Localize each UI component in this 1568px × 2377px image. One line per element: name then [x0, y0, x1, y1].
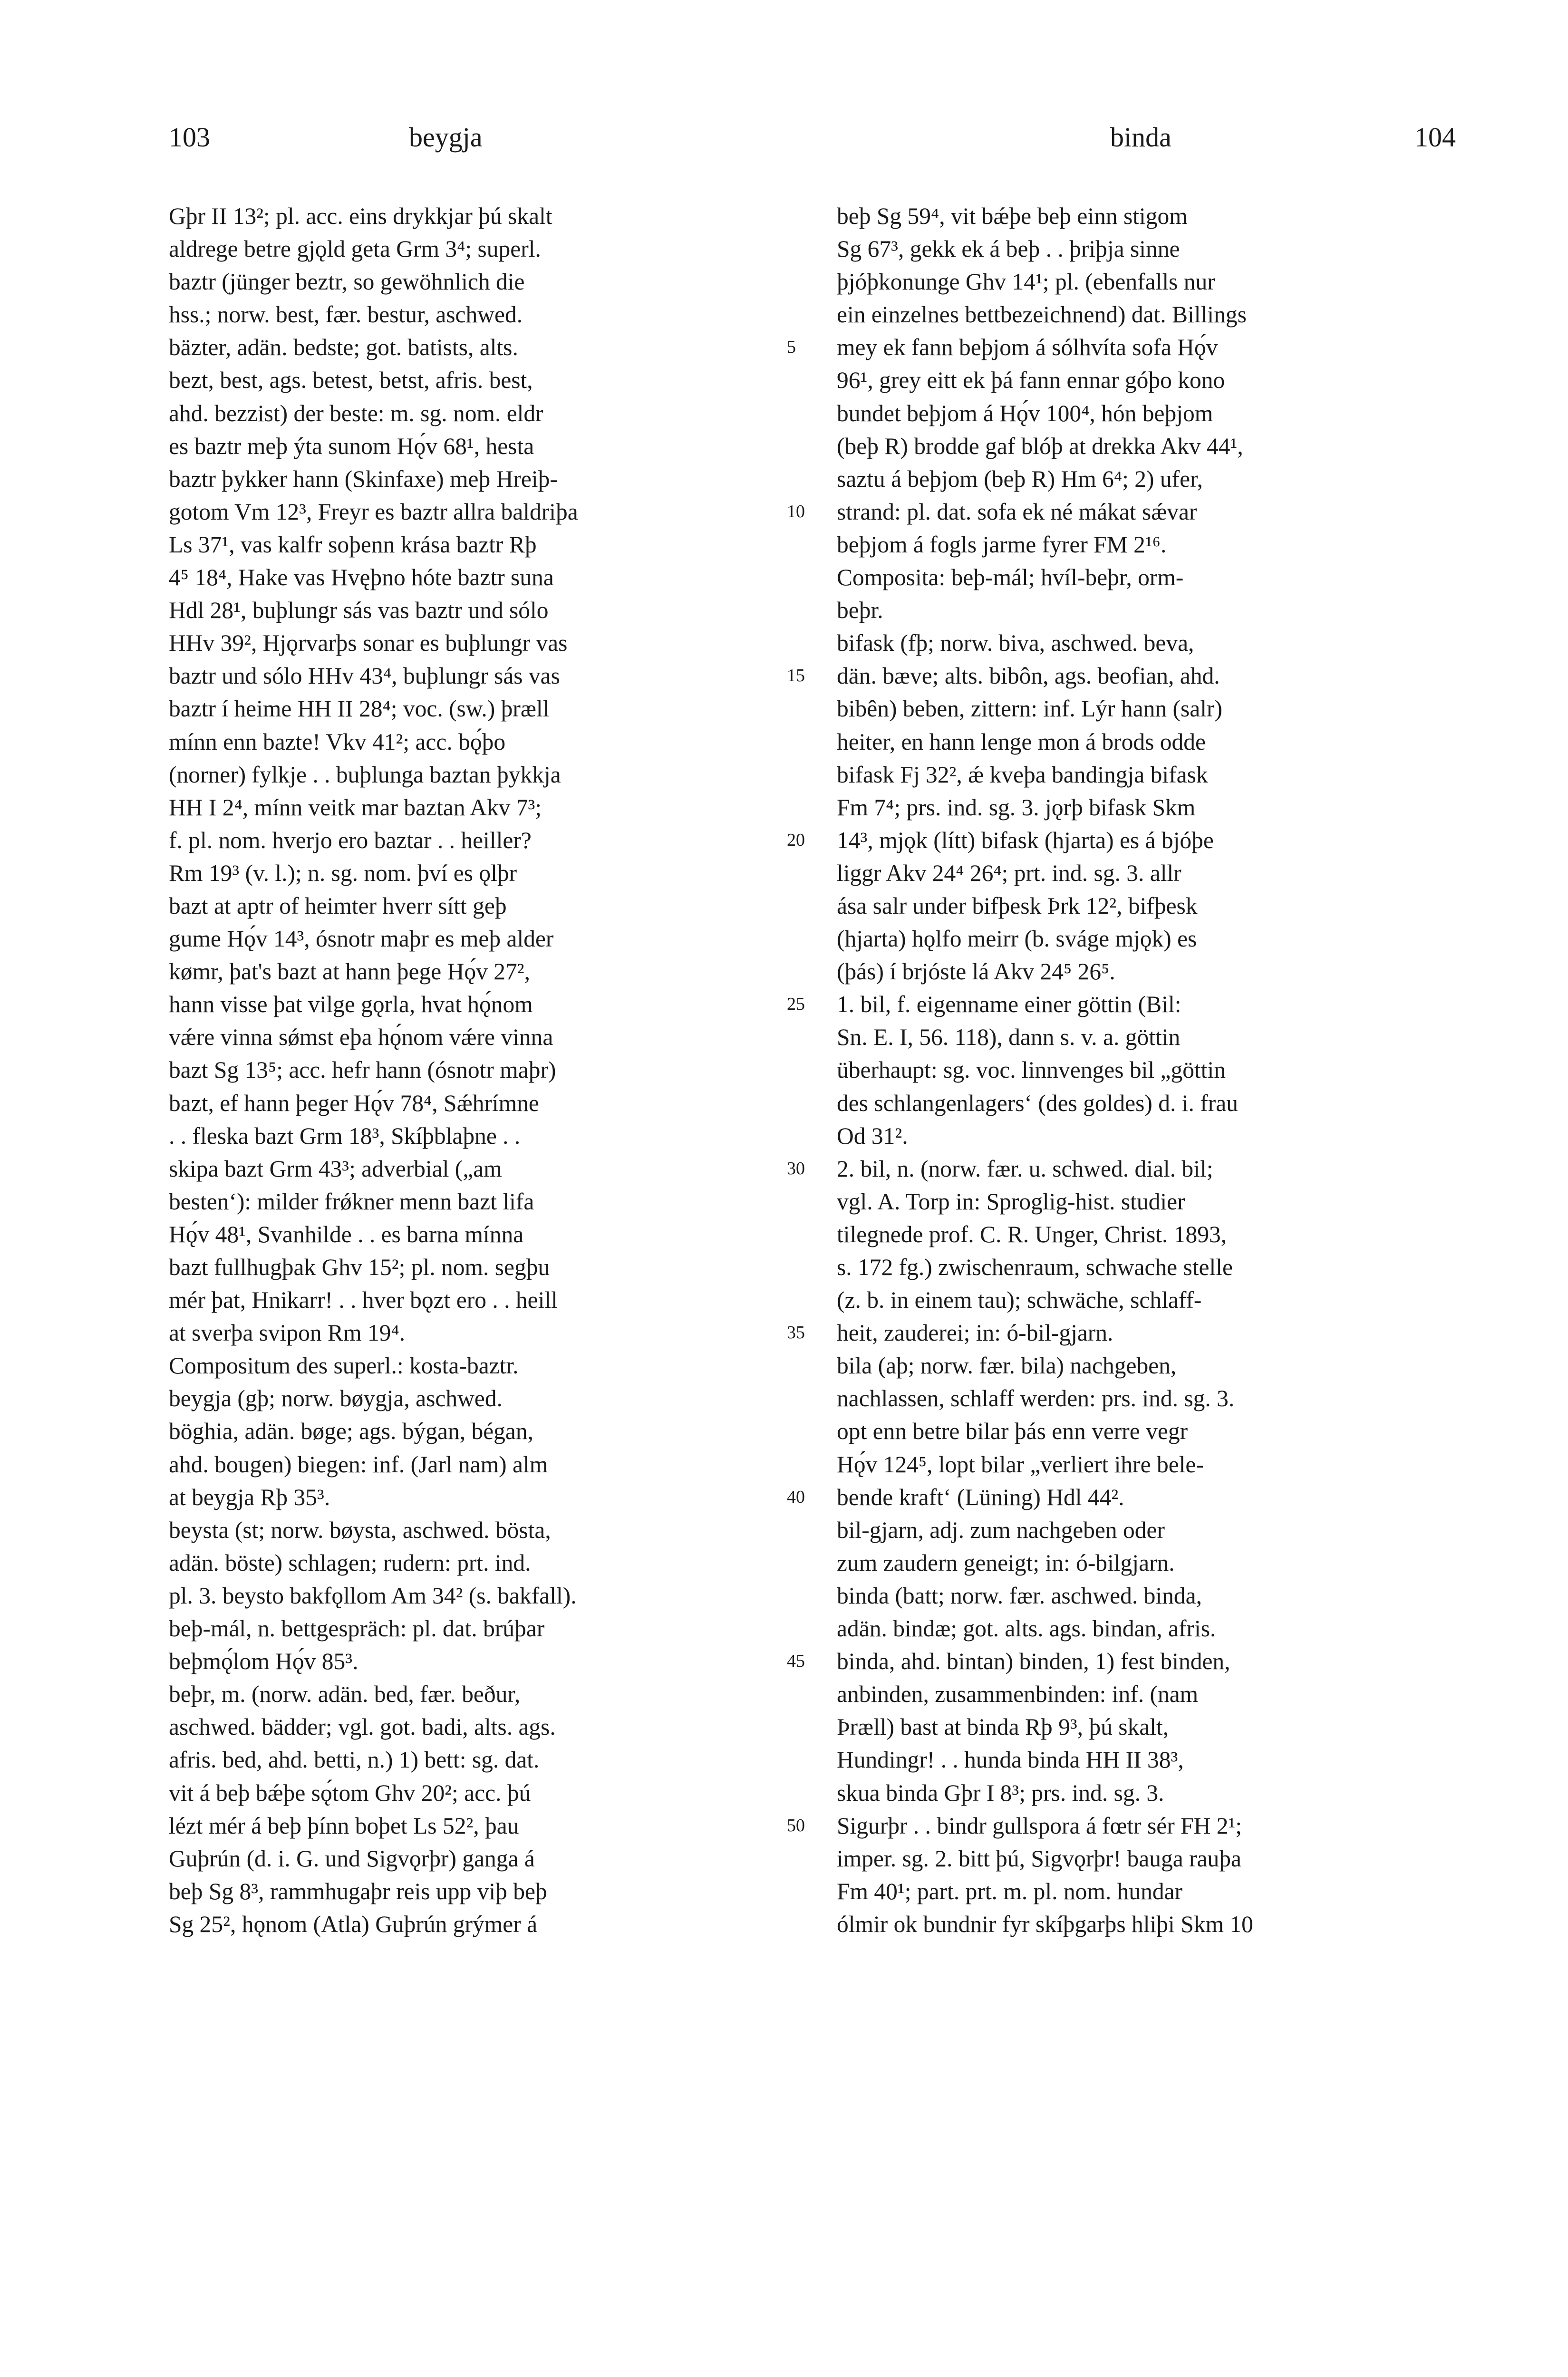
text-line: bazt fullhugþak Ghv 15²; pl. nom. segþu — [169, 1254, 550, 1280]
running-header — [0, 121, 1568, 159]
text-line: adän. böste) schlagen; rudern: prt. ind. — [169, 1549, 531, 1576]
text-line: beygja (gþ; norw. bøygja, aschwed. — [169, 1385, 503, 1412]
text-line: bazt, ef hann þeger Hǫ́v 78⁴, Sǽhrímne — [169, 1090, 539, 1116]
text-line: nachlassen, schlaff werden: prs. ind. sg. 3. — [837, 1385, 1235, 1412]
text-line: 4⁵ 18⁴, Hake vas Hvęþno hóte baztr suna — [169, 564, 554, 591]
text-line: beþjom á fogls jarme fyrer FM 2¹⁶. — [837, 531, 1167, 558]
text-line: mér þat, Hnikarr! . . hver bǫzt ero . . heill — [169, 1287, 558, 1314]
text-line: lézt mér á beþ þínn boþet Ls 52², þau — [169, 1812, 519, 1839]
text-line: at sverþa svipon Rm 19⁴. — [169, 1320, 406, 1346]
text-line: ein einzelnes bettbezeichnend) dat. Billings — [837, 301, 1247, 328]
text-line: kømr, þat's bazt at hann þege Hǫ́v 27², — [169, 958, 530, 985]
text-line: þjóþkonunge Ghv 14¹; pl. (ebenfalls nur — [837, 269, 1215, 295]
text-line: bil-gjarn, adj. zum nachgeben oder — [837, 1517, 1165, 1543]
page-number-right: 104 — [1414, 122, 1456, 153]
text-line: anbinden, zusammenbinden: inf. (nam — [837, 1681, 1199, 1708]
text-line: 96¹, grey eitt ek þá fann ennar góþo kono — [837, 367, 1225, 394]
text-line: beþr. — [837, 597, 883, 624]
text-line: imper. sg. 2. bitt þú, Sigvǫrþr! bauga rauþa — [837, 1845, 1241, 1872]
text-line: baztr und sólo HHv 43⁴, buþlungr sás vas — [169, 663, 560, 689]
running-head-left: beygja — [409, 122, 483, 153]
text-line: besten‘): milder frǿkner menn bazt lifa — [169, 1188, 534, 1215]
text-line: f. pl. nom. hverjo ero baztar . . heiller? — [169, 827, 532, 853]
text-line: überhaupt: sg. voc. linnvenges bil „göttin — [837, 1057, 1226, 1083]
text-line: saztu á beþjom (beþ R) Hm 6⁴; 2) ufer, — [837, 465, 1203, 492]
text-line: ása salr under bifþesk Þrk 12², bifþesk — [837, 892, 1198, 919]
text-line: at beygja Rþ 35³. — [169, 1484, 330, 1510]
text-line: beþ Sg 8³, rammhugaþr reis upp viþ beþ — [169, 1878, 547, 1904]
text-line: bifask Fj 32², ǽ kveþa bandingja bifask — [837, 761, 1208, 788]
text-line: pl. 3. beysto bakfǫllom Am 34² (s. bakfall). — [169, 1582, 577, 1609]
text-line: vgl. A. Torp in: Sproglig-hist. studier — [837, 1188, 1185, 1215]
text-line: strand: pl. dat. sofa ek né mákat sǽvar — [837, 498, 1197, 525]
text-line: böghia, adän. bøge; ags. býgan, bégan, — [169, 1418, 534, 1445]
text-line: Hǫ́v 124⁵, lopt bilar „verliert ihre bele- — [837, 1451, 1204, 1478]
text-line: tilegnede prof. C. R. Unger, Christ. 1893, — [837, 1221, 1227, 1247]
text-line: mey ek fann beþjom á sólhvíta sofa Hǫ́v — [837, 334, 1218, 361]
line-number: 25 — [787, 994, 805, 1015]
line-number: 20 — [787, 830, 805, 850]
text-line: hann visse þat vilge gǫrla, hvat hǫ́nom — [169, 991, 533, 1018]
text-line: aldrege betre gjǫld geta Grm 3⁴; superl. — [169, 236, 541, 262]
text-line: es baztr meþ ýta sunom Hǫ́v 68¹, hesta — [169, 433, 534, 459]
text-line: Sg 67³, gekk ek á beþ . . þriþja sinne — [837, 236, 1180, 262]
text-line: bäzter, adän. bedste; got. batists, alts. — [169, 334, 518, 361]
line-number: 30 — [787, 1158, 805, 1179]
text-line: beþ-mál, n. bettgespräch: pl. dat. brúþar — [169, 1615, 545, 1642]
text-line: opt enn betre bilar þás enn verre vegr — [837, 1418, 1188, 1445]
text-line: aschwed. bädder; vgl. got. badi, alts. ags. — [169, 1714, 556, 1740]
text-line: Ls 37¹, vas kalfr soþenn krása baztr Rþ — [169, 531, 537, 558]
text-line: skua binda Gþr I 8³; prs. ind. sg. 3. — [837, 1779, 1164, 1806]
text-line: ólmir ok bundnir fyr skíþgarþs hliþi Skm 10 — [837, 1911, 1253, 1937]
text-line: Fm 40¹; part. prt. m. pl. nom. hundar — [837, 1878, 1183, 1904]
text-line: Sn. E. I, 56. 118), dann s. v. a. göttin — [837, 1024, 1181, 1051]
right-column — [837, 200, 1498, 1941]
running-head-right: binda — [1110, 122, 1171, 153]
text-line: (norner) fylkje . . buþlunga baztan þykkja — [169, 761, 561, 788]
line-number: 5 — [787, 337, 796, 358]
text-line: Sigurþr . . bindr gullspora á fœtr sér FH 2¹; — [837, 1812, 1242, 1839]
text-line: baztr (jünger beztr, so gewöhnlich die — [169, 269, 525, 295]
text-line: (þás) í brjóste lá Akv 24⁵ 26⁵. — [837, 958, 1115, 985]
text-line: heit, zauderei; in: ó-bil-gjarn. — [837, 1320, 1113, 1346]
text-line: bezt, best, ags. betest, betst, afris. best, — [169, 367, 533, 394]
text-line: s. 172 fg.) zwischenraum, schwache stelle — [837, 1254, 1233, 1280]
text-line: Fm 7⁴; prs. ind. sg. 3. jǫrþ bifask Skm — [837, 794, 1196, 821]
text-line: beþr, m. (norw. adän. bed, fær. beður, — [169, 1681, 521, 1708]
text-line: beþ Sg 59⁴, vit bǽþe beþ einn stigom — [837, 203, 1188, 229]
text-line: baztr í heime HH II 28⁴; voc. (sw.) þræll — [169, 696, 550, 722]
line-number: 10 — [787, 501, 805, 522]
text-line: mínn enn bazte! Vkv 41²; acc. bǫ́þo — [169, 728, 506, 755]
text-line: Gþr II 13²; pl. acc. eins drykkjar þú skalt — [169, 203, 552, 229]
text-line: Hundingr! . . hunda binda HH II 38³, — [837, 1747, 1184, 1773]
text-line: Hǫ́v 48¹, Svanhilde . . es barna mínna — [169, 1221, 524, 1247]
text-line: Od 31². — [837, 1122, 908, 1149]
text-line: Hdl 28¹, buþlungr sás vas baztr und sólo — [169, 597, 549, 624]
text-line: afris. bed, ahd. betti, n.) 1) bett: sg. dat. — [169, 1747, 540, 1773]
text-line: skipa bazt Grm 43³; adverbial („am — [169, 1155, 502, 1182]
text-line: Composita: beþ-mál; hvíl-beþr, orm- — [837, 564, 1184, 591]
text-line: binda (batt; norw. fær. aschwed. binda, — [837, 1582, 1202, 1609]
text-line: HHv 39², Hjǫrvarþs sonar es buþlungr vas — [169, 630, 568, 657]
text-line: hss.; norw. best, fær. bestur, aschwed. — [169, 301, 523, 328]
text-line: bundet beþjom á Hǫ́v 100⁴, hón beþjom — [837, 400, 1213, 426]
text-line: zum zaudern geneigt; in: ó-bilgjarn. — [837, 1549, 1175, 1576]
text-line: bazt at aptr of heimter hverr sítt geþ — [169, 892, 507, 919]
text-line: liggr Akv 24⁴ 26⁴; prt. ind. sg. 3. allr — [837, 860, 1181, 886]
text-line: bazt Sg 13⁵; acc. hefr hann (ósnotr maþr) — [169, 1057, 556, 1083]
line-number: 40 — [787, 1487, 805, 1507]
text-line: des schlangenlagers‘ (des goldes) d. i. frau — [837, 1090, 1238, 1116]
text-line: gume Hǫ́v 14³, ósnotr maþr es meþ alder — [169, 926, 554, 952]
text-line: beysta (st; norw. bøysta, aschwed. bösta, — [169, 1517, 551, 1543]
text-line: beþmǫ́lom Hǫ́v 85³. — [169, 1648, 358, 1675]
line-number: 50 — [787, 1815, 805, 1836]
page-number-left: 103 — [169, 122, 210, 153]
line-number: 35 — [787, 1323, 805, 1343]
text-line: dän. bæve; alts. bibôn, ags. beofian, ahd. — [837, 663, 1220, 689]
text-line: 2. bil, n. (norw. fær. u. schwed. dial. bil; — [837, 1155, 1213, 1182]
text-line: Þræll) bast at binda Rþ 9³, þú skalt, — [837, 1714, 1169, 1740]
text-line: bibên) beben, zittern: inf. Lýr hann (salr) — [837, 696, 1222, 722]
text-line: heiter, en hann lenge mon á brods odde — [837, 728, 1206, 755]
text-line: binda, ahd. bintan) binden, 1) fest binden, — [837, 1648, 1230, 1675]
text-line: adän. bindæ; got. alts. ags. bindan, afris. — [837, 1615, 1216, 1642]
text-line: 1. bil, f. eigenname einer göttin (Bil: — [837, 991, 1181, 1018]
text-line: vit á beþ bǽþe sǫ́tom Ghv 20²; acc. þú — [169, 1779, 531, 1806]
text-line: vǽre vinna sǿmst eþa hǫ́nom vǽre vinna — [169, 1024, 553, 1051]
text-line: (z. b. in einem tau); schwäche, schlaff- — [837, 1287, 1202, 1314]
left-column — [169, 200, 830, 1941]
text-line: Compositum des superl.: kosta-baztr. — [169, 1353, 519, 1379]
text-line: bifask (fþ; norw. biva, aschwed. beva, — [837, 630, 1194, 657]
text-line: baztr þykker hann (Skinfaxe) meþ Hreiþ- — [169, 465, 558, 492]
text-line: (hjarta) hǫlfo meirr (b. sváge mjǫk) es — [837, 926, 1197, 952]
text-line: gotom Vm 12³, Freyr es baztr allra baldriþa — [169, 498, 578, 525]
text-line: ahd. bougen) biegen: inf. (Jarl nam) alm — [169, 1451, 548, 1478]
text-line: HH I 2⁴, mínn veitk mar baztan Akv 7³; — [169, 794, 542, 821]
text-line: (beþ R) brodde gaf blóþ at drekka Akv 44¹, — [837, 433, 1243, 459]
text-line: 14³, mjǫk (lítt) bifask (hjarta) es á bjóþe — [837, 827, 1214, 853]
text-line: bende kraft‘ (Lüning) Hdl 44². — [837, 1484, 1124, 1510]
text-line: Rm 19³ (v. l.); n. sg. nom. því es ǫlþr — [169, 860, 517, 886]
text-line: . . fleska bazt Grm 18³, Skíþblaþne . . — [169, 1122, 521, 1149]
text-line: Guþrún (d. i. G. und Sigvǫrþr) ganga á — [169, 1845, 535, 1872]
text-line: Sg 25², hǫnom (Atla) Guþrún grýmer á — [169, 1911, 538, 1937]
line-number: 15 — [787, 666, 805, 686]
text-line: ahd. bezzist) der beste: m. sg. nom. eldr — [169, 400, 543, 426]
text-line: bila (aþ; norw. fær. bila) nachgeben, — [837, 1353, 1177, 1379]
line-number: 45 — [787, 1651, 805, 1672]
